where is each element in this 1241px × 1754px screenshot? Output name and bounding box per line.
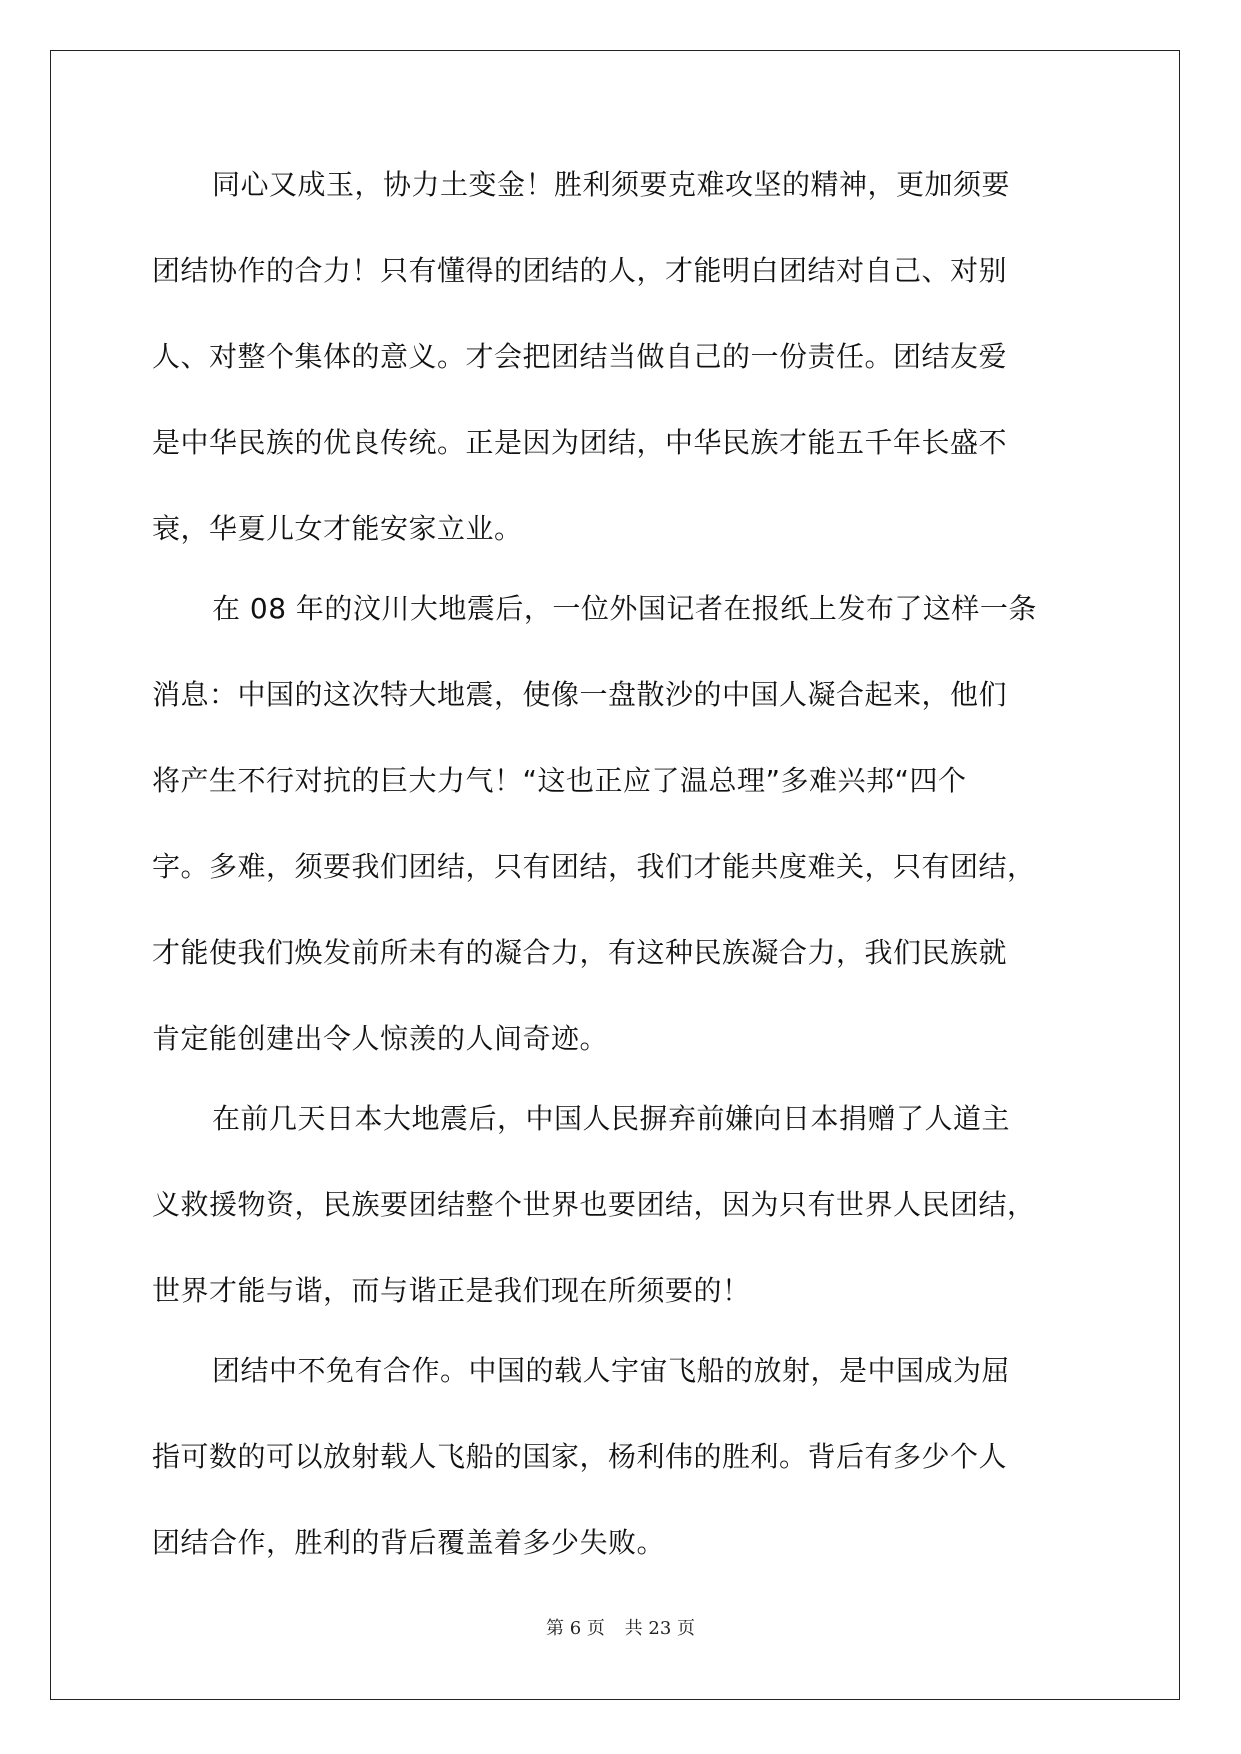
paragraph-2-line-4: 字。多难，须要我们团结，只有团结，我们才能共度难关，只有团结，	[152, 850, 1036, 883]
paragraph-1-line-5: 衰，华夏儿女才能安家立业。	[152, 512, 523, 545]
paragraph-2-line-2: 消息：中国的这次特大地震，使像一盘散沙的中国人凝合起来，他们	[152, 678, 1008, 711]
page-footer	[0, 1614, 1241, 1640]
paragraph-3-line-1: 在前几天日本大地震后，中国人民摒弃前嫌向日本捐赠了人道主	[212, 1102, 1011, 1135]
total-pages: 共 23 页	[624, 1618, 695, 1639]
paragraph-1-line-4: 是中华民族的优良传统。正是因为团结，中华民族才能五千年长盛不	[152, 426, 1008, 459]
document-body	[152, 155, 1088, 1599]
paragraph-2-line-1: 在 08 年的汶川大地震后，一位外国记者在报纸上发布了这样一条	[212, 592, 1037, 625]
paragraph-1-line-2: 团结协作的合力！只有懂得的团结的人，才能明白团结对自己、对别	[152, 254, 1008, 287]
paragraph-2-line-3: 将产生不行对抗的巨大力气！“这也正应了温总理”多难兴邦“四个	[152, 764, 967, 797]
page-number: 第 6 页	[546, 1618, 605, 1639]
paragraph-1-line-1: 同心又成玉，协力土变金！胜利须要克难攻坚的精神，更加须要	[212, 168, 1011, 201]
paragraph-4-line-3: 团结合作，胜利的背后覆盖着多少失败。	[152, 1526, 666, 1559]
paragraph-2-line-6: 肯定能创建出令人惊羡的人间奇迹。	[152, 1022, 609, 1055]
paragraph-3-line-3: 世界才能与谐，而与谐正是我们现在所须要的！	[152, 1274, 751, 1307]
paragraph-4-line-2: 指可数的可以放射载人飞船的国家，杨利伟的胜利。背后有多少个人	[152, 1440, 1008, 1473]
paragraph-4-line-1: 团结中不免有合作。中国的载人宇宙飞船的放射，是中国成为屈	[212, 1354, 1011, 1387]
paragraph-3-line-2: 义救援物资，民族要团结整个世界也要团结，因为只有世界人民团结，	[152, 1188, 1036, 1221]
paragraph-1-line-3: 人、对整个集体的意义。才会把团结当做自己的一份责任。团结友爱	[152, 340, 1008, 373]
paragraph-2-line-5: 才能使我们焕发前所未有的凝合力，有这种民族凝合力，我们民族就	[152, 936, 1008, 969]
